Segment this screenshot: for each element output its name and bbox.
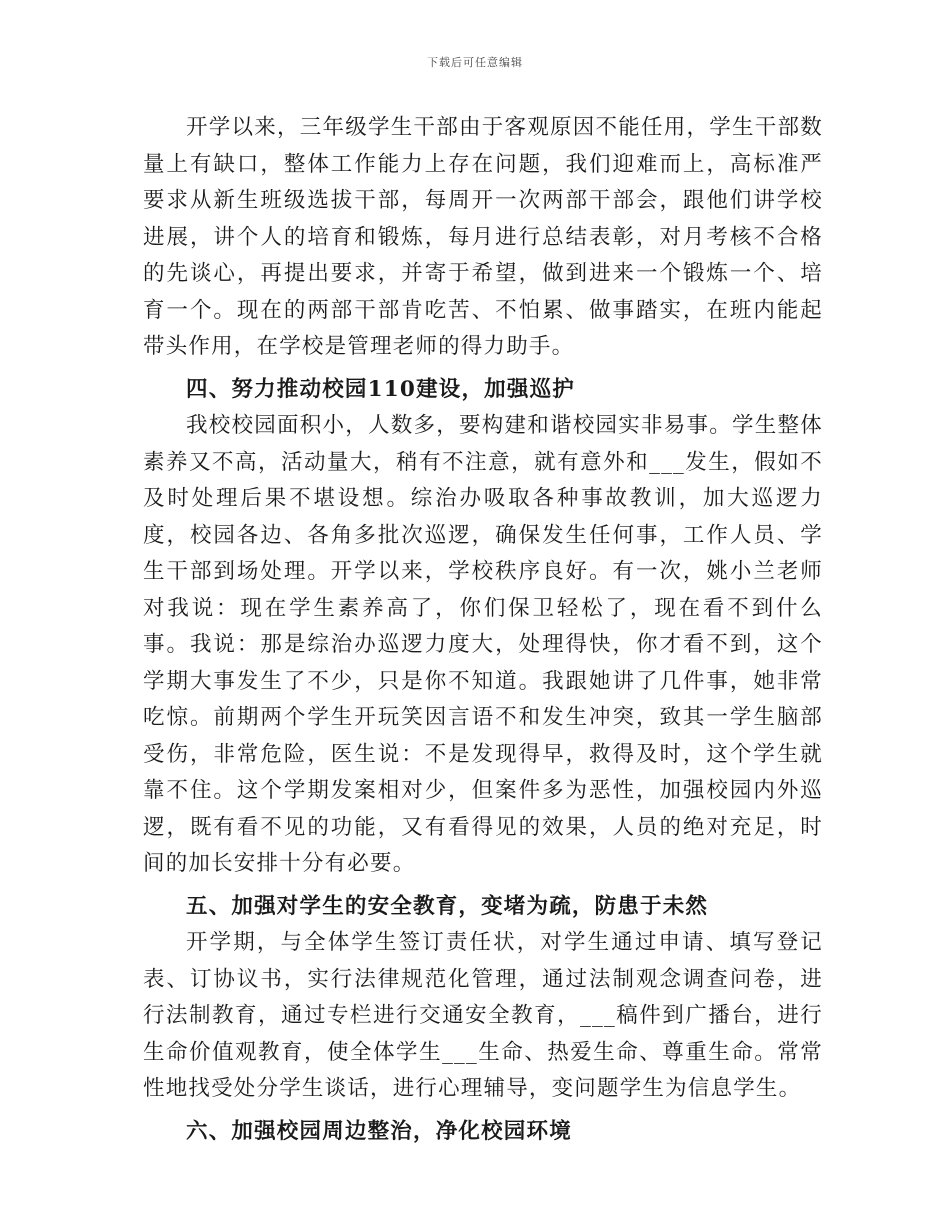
header-note: 下载后可任意编辑 (427, 56, 523, 69)
paragraph-cadre-training: 开学以来，三年级学生干部由于客观原因不能任用，学生干部数量上有缺口，整体工作能力上存在问题，我们迎难而上，高标准严要求从新生班级选拔干部，每周开一次两部干部会，跟他们讲学校进展，讲个人的培育和锻炼，每月进行总结表彰，对月考核不合格的先谈心，再提出要求，并寄于希望，做到进来一个锻炼一个、培育一个。现在的两部干部肯吃苦、不怕累、做事踏实，在班内能起带头作用，在学校是管理老师的得力助手。 (143, 115, 823, 359)
paragraph-safety-education: 开学期，与全体学生签订责任状，对学生通过申请、填写登记表、订协议书，实行法律规范化管理，通过法制观念调查问卷，进行法制教育，通过专栏进行交通安全教育，___稿件到广播台，进行生命价值观教育，使全体学生___生命、热爱生命、尊重生命。常常性地找受处分学生谈话，进行心理辅导，变问题学生为信息学生。 (143, 930, 823, 1101)
section-heading-6: 六、加强校园周边整治，净化校园环境 (186, 1118, 572, 1144)
section-heading-5: 五、加强对学生的安全教育，变堵为疏，防患于未然 (186, 893, 709, 919)
section-heading-4: 四、努力推动校园110建设，加强巡护 (186, 376, 575, 402)
document-body (143, 110, 823, 1150)
paragraph-campus-patrol: 我校校园面积小，人数多，要构建和谐校园实非易事。学生整体素养又不高，活动量大，稍有不注意，就有意外和___发生，假如不及时处理后果不堪设想。综治办吸取各种事故教训，加大巡逻力度，校园各边、各角多批次巡逻，确保发生任何事，工作人员、学生干部到场处理。开学以来，学校秩序良好。有一次，姚小兰老师对我说：现在学生素养高了，你们保卫轻松了，现在看不到什么事。我说：那是综治办巡逻力度大，处理得快，你才看不到，这个学期大事发生了不少，只是你不知道。我跟她讲了几件事，她非常吃惊。前期两个学生开玩笑因言语不和发生冲突，致其一学生脑部受伤，非常危险，医生说：不是发现得早，救得及时，这个学生就靠不住。这个学期发案相对少，但案件多为恶性，加强校园内外巡逻，既有看不见的功能，又有看得见的效果，人员的绝对充足，时间的加长安排十分有必要。 (143, 413, 823, 876)
